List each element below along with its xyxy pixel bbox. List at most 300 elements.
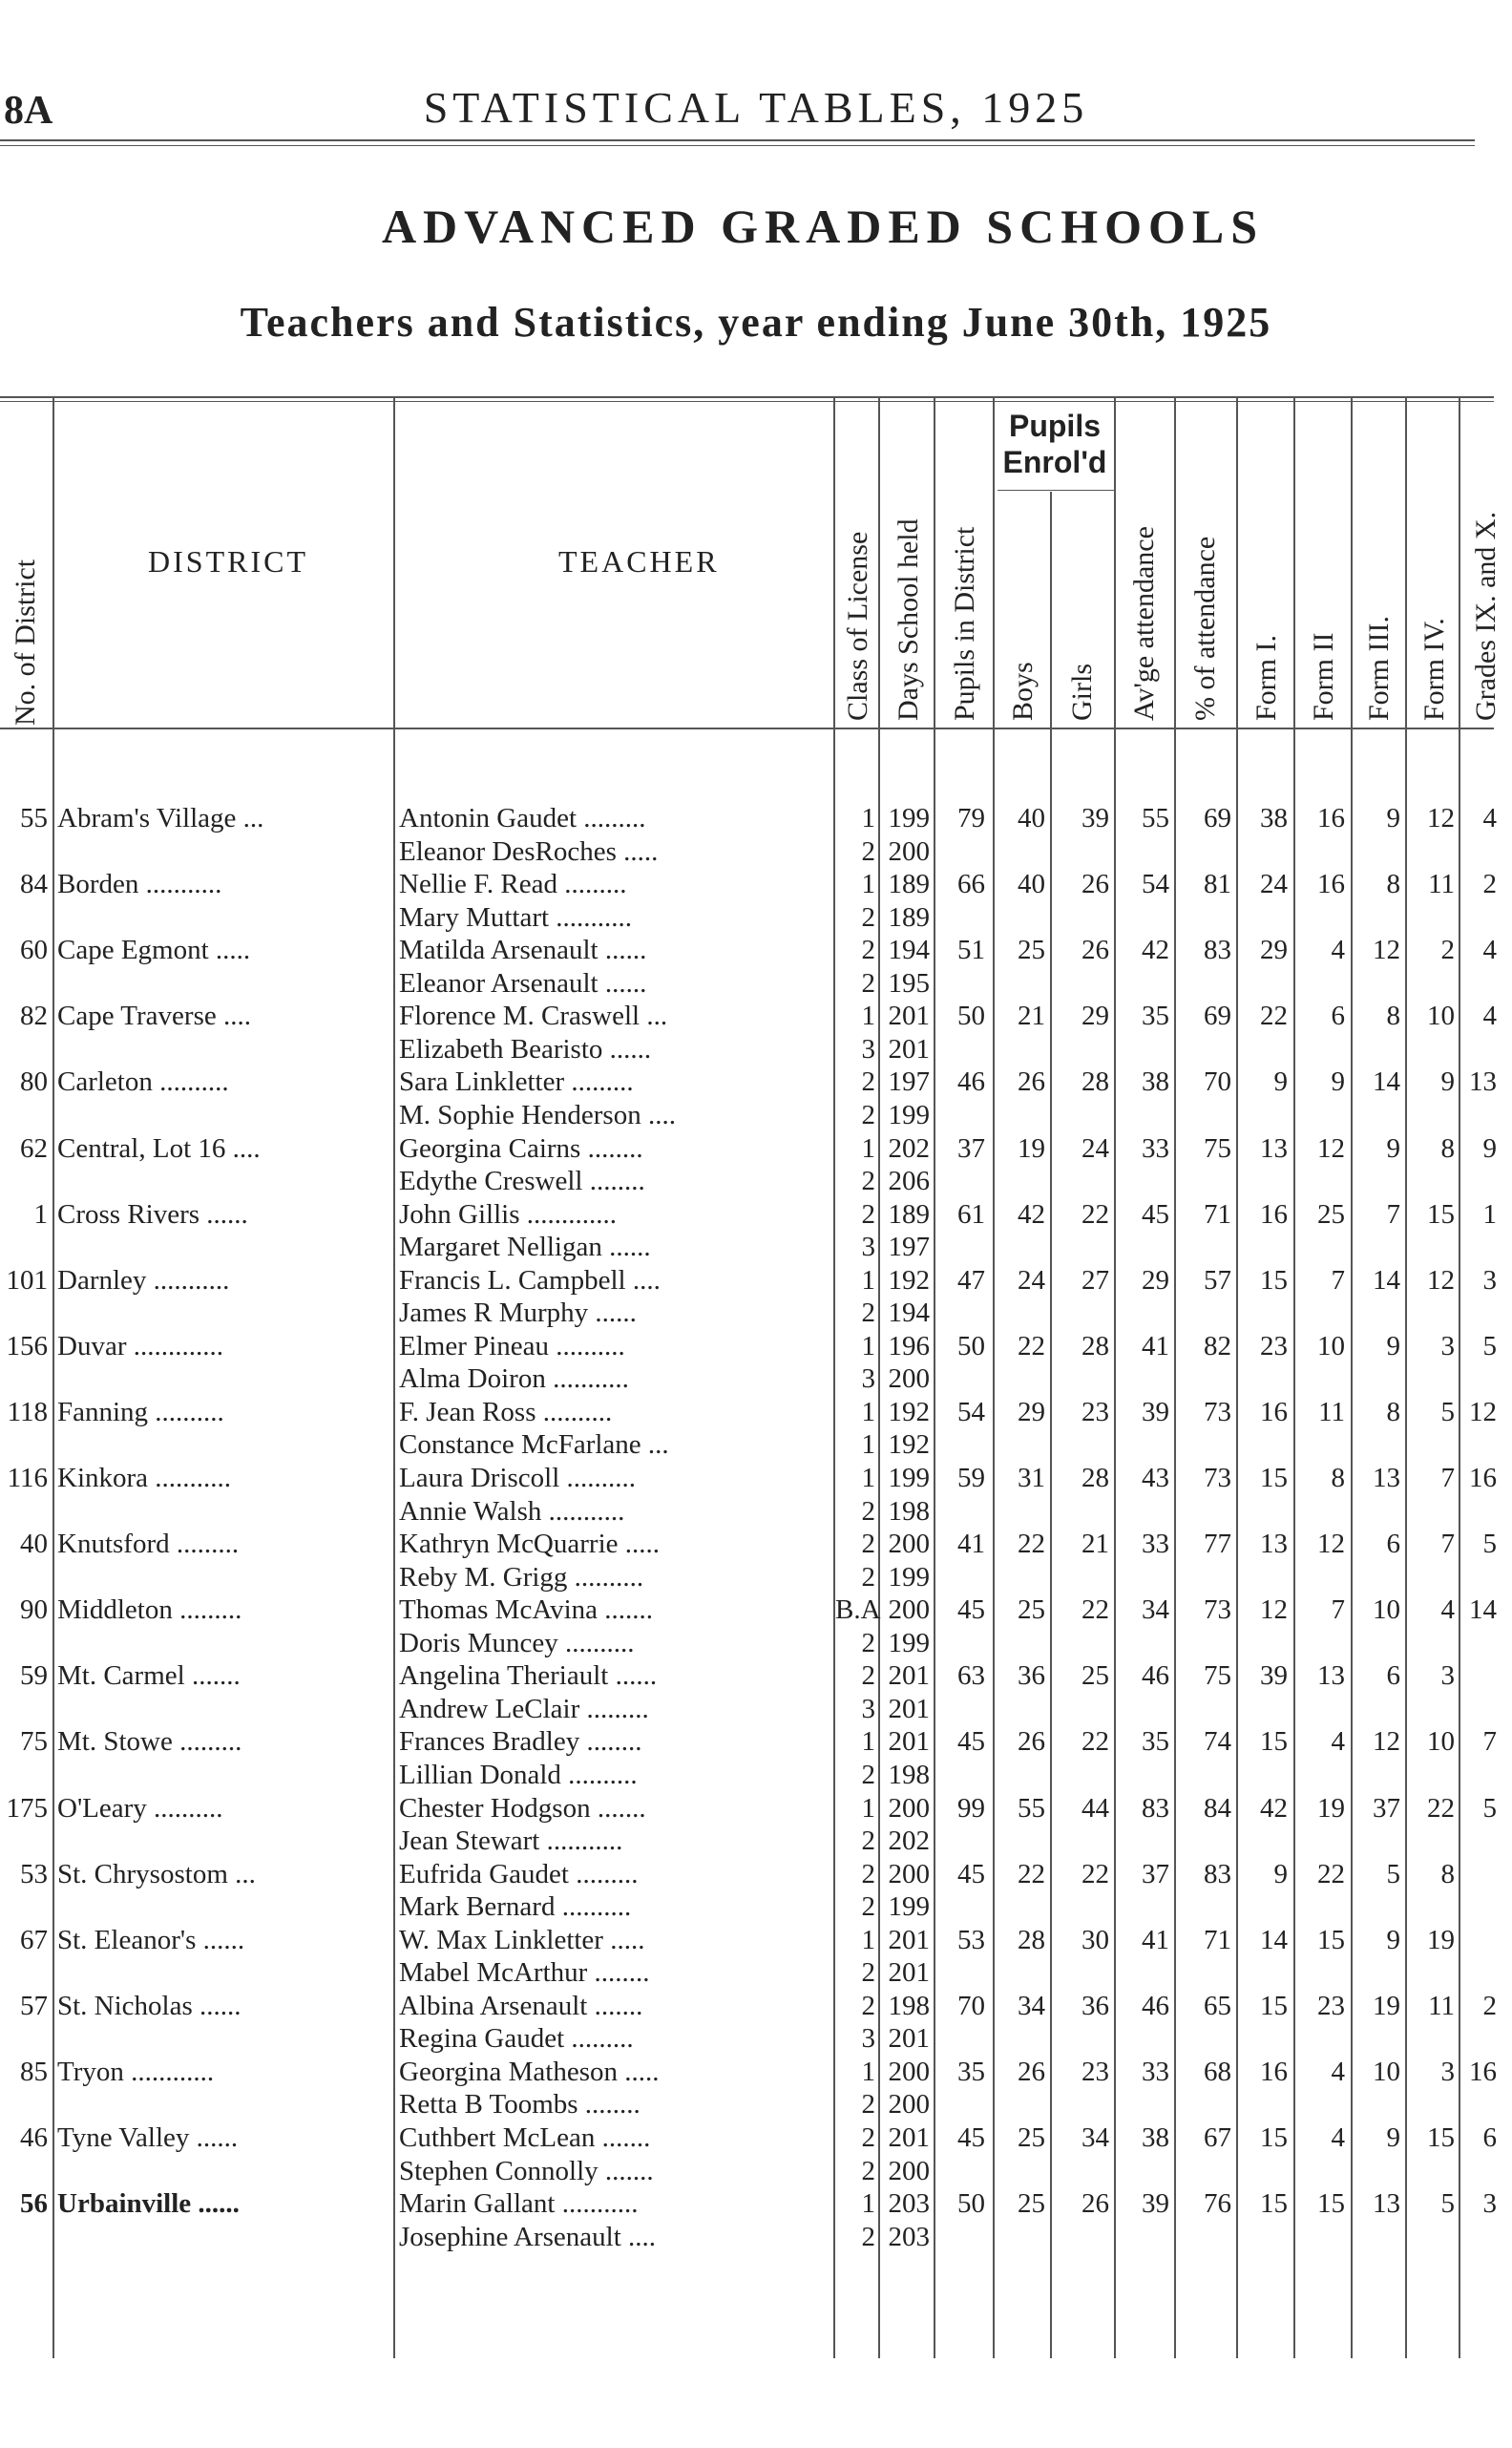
license-class: 1 [861, 1463, 875, 1493]
district-name: Mt. Stowe ......... [57, 1726, 242, 1758]
grades-9-10: 6 [1482, 2122, 1497, 2153]
license-class-2: 3 [861, 1363, 875, 1395]
form-3: 8 [1386, 1001, 1400, 1032]
license-class-2: 2 [861, 1298, 875, 1329]
form-3: 9 [1386, 1330, 1400, 1361]
pupils-in-district: 35 [957, 2056, 985, 2087]
percent-attendance: 70 [1204, 1066, 1231, 1098]
teacher-name-2: M. Sophie Henderson .... [399, 1099, 676, 1130]
grades-9-10: 9 [1482, 1132, 1497, 1164]
days-held: 198 [888, 1990, 930, 2021]
percent-attendance: 82 [1204, 1330, 1231, 1361]
form-1: 9 [1273, 1858, 1288, 1889]
district-name: Darnley ........... [57, 1264, 230, 1296]
percent-attendance: 73 [1204, 1396, 1231, 1427]
pupils-in-district: 41 [957, 1529, 985, 1560]
teacher-name: Angelina Theriault ...... [399, 1660, 658, 1692]
license-class-2: 2 [861, 1495, 875, 1527]
pupils-in-district: 79 [957, 803, 985, 834]
grades-9-10: 4 [1482, 935, 1497, 966]
form-3: 10 [1373, 1594, 1400, 1626]
days-held: 200 [888, 1792, 930, 1824]
teacher-name-2: Lillian Donald .......... [399, 1759, 638, 1790]
girls: 23 [1082, 2056, 1109, 2087]
teacher-name: Eufrida Gaudet ......... [399, 1858, 639, 1889]
teacher-name-2: Doris Muncey .......... [399, 1627, 635, 1658]
days-held: 201 [888, 2122, 930, 2153]
days-held-2: 201 [888, 2023, 930, 2055]
license-class: 1 [861, 1792, 875, 1824]
percent-attendance: 73 [1204, 1594, 1231, 1626]
girls: 26 [1082, 869, 1109, 900]
form-4: 15 [1427, 2122, 1455, 2153]
col-header-district: DISTRICT [148, 544, 308, 579]
grades-9-10: 7 [1482, 1726, 1497, 1758]
form-2: 13 [1317, 1660, 1345, 1692]
form-3: 9 [1386, 1132, 1400, 1164]
col-header-grades: Grades IX. and X. [1470, 511, 1502, 721]
days-held-2: 189 [888, 901, 930, 933]
teacher-name: Nellie F. Read ......... [399, 869, 627, 900]
district-number: 118 [7, 1396, 48, 1427]
form-3: 13 [1373, 2188, 1400, 2220]
days-held-2: 200 [888, 2089, 930, 2121]
pupils-in-district: 61 [957, 1198, 985, 1230]
license-class: 2 [861, 2122, 875, 2153]
license-class-2: 3 [861, 1033, 875, 1065]
average-attendance: 42 [1142, 935, 1169, 966]
form-3: 10 [1373, 2056, 1400, 2087]
pupils-in-district: 66 [957, 869, 985, 900]
form-1: 39 [1260, 1660, 1288, 1692]
form-4: 8 [1440, 1132, 1455, 1164]
teacher-name: Elmer Pineau .......... [399, 1330, 625, 1361]
percent-attendance: 74 [1204, 1726, 1231, 1758]
days-held: 189 [888, 869, 930, 900]
license-class-2: 3 [861, 1693, 875, 1724]
percent-attendance: 83 [1204, 1858, 1231, 1889]
form-4: 22 [1427, 1792, 1455, 1824]
district-number: 1 [33, 1198, 48, 1230]
average-attendance: 55 [1142, 803, 1169, 834]
days-held-2: 200 [888, 1363, 930, 1395]
boys: 28 [1018, 1924, 1045, 1955]
form-4: 11 [1428, 1990, 1455, 2021]
pupils-in-district: 51 [957, 935, 985, 966]
form-2: 25 [1317, 1198, 1345, 1230]
district-name: Tryon ............ [57, 2056, 215, 2087]
col-header-form2: Form II [1308, 632, 1339, 721]
girls: 36 [1082, 1990, 1109, 2021]
form-1: 13 [1260, 1529, 1288, 1560]
license-class-2: 2 [861, 1825, 875, 1856]
days-held: 200 [888, 2056, 930, 2087]
teacher-name-2: Mabel McArthur ........ [399, 1957, 650, 1989]
teacher-name-2: James R Murphy ...... [399, 1298, 637, 1329]
col-header-pupils: Pupils in District [949, 526, 980, 721]
license-class-2: 2 [861, 1759, 875, 1790]
form-1: 9 [1273, 1066, 1288, 1098]
teacher-name: Albina Arsenault ....... [399, 1990, 643, 2021]
license-class-2: 2 [861, 2155, 875, 2186]
district-number: 80 [20, 1066, 48, 1098]
days-held: 189 [888, 1198, 930, 1230]
pupils-in-district: 59 [957, 1463, 985, 1493]
girls: 22 [1082, 1726, 1109, 1758]
district-name: Borden ........... [57, 869, 222, 900]
average-attendance: 35 [1142, 1001, 1169, 1032]
boys: 21 [1018, 1001, 1045, 1032]
pupils-in-district: 46 [957, 1066, 985, 1098]
teacher-name: Thomas McAvina ....... [399, 1594, 654, 1626]
page-title: ADVANCED GRADED SCHOOLS [381, 200, 1265, 253]
days-held-2: 192 [888, 1429, 930, 1461]
days-held: 199 [888, 803, 930, 834]
grades-9-10: 14 [1469, 1594, 1497, 1626]
col-header-enrol-group: Pupils Enrol'd [1002, 409, 1107, 479]
grades-9-10: 13 [1469, 1066, 1497, 1098]
percent-attendance: 73 [1204, 1463, 1231, 1493]
col-header-girls: Girls [1066, 664, 1098, 721]
average-attendance: 38 [1142, 1066, 1169, 1098]
days-held: 196 [888, 1330, 930, 1361]
form-2: 6 [1331, 1001, 1345, 1032]
license-class: 1 [861, 1330, 875, 1361]
form-2: 7 [1331, 1264, 1345, 1296]
teacher-name: Georgina Matheson ..... [399, 2056, 660, 2087]
license-class: 2 [861, 1529, 875, 1560]
license-class: 1 [861, 869, 875, 900]
grades-9-10: 1 [1482, 1198, 1497, 1230]
license-class-2: 2 [861, 835, 875, 867]
license-class: 1 [861, 1726, 875, 1758]
teacher-name: Georgina Cairns ........ [399, 1132, 643, 1164]
days-held-2: 199 [888, 1099, 930, 1130]
district-number: 116 [7, 1463, 48, 1493]
girls: 22 [1082, 1198, 1109, 1230]
form-4: 8 [1440, 1858, 1455, 1889]
form-1: 24 [1260, 869, 1288, 900]
page-header [0, 78, 1512, 136]
form-4: 3 [1440, 1330, 1455, 1361]
teacher-name-2: Eleanor DesRoches ..... [399, 835, 659, 867]
teacher-name-2: Mark Bernard .......... [399, 1891, 632, 1923]
form-2: 11 [1318, 1396, 1345, 1427]
boys: 31 [1018, 1463, 1045, 1493]
days-held: 194 [888, 935, 930, 966]
form-1: 15 [1260, 1463, 1288, 1493]
license-class-2: 2 [861, 2221, 875, 2252]
grades-9-10: 3 [1482, 1264, 1497, 1296]
percent-attendance: 71 [1204, 1924, 1231, 1955]
days-held: 192 [888, 1264, 930, 1296]
teacher-name-2: Annie Walsh ........... [399, 1495, 625, 1527]
pupils-in-district: 45 [957, 1858, 985, 1889]
license-class-2: 3 [861, 1232, 875, 1263]
girls: 30 [1082, 1924, 1109, 1955]
teacher-name-2: Andrew LeClair ......... [399, 1693, 649, 1724]
pupils-in-district: 70 [957, 1990, 985, 2021]
grades-9-10: 5 [1482, 1330, 1497, 1361]
pupils-in-district: 45 [957, 2122, 985, 2153]
header-rule [0, 139, 1475, 141]
form-4: 7 [1440, 1529, 1455, 1560]
days-held: 201 [888, 1924, 930, 1955]
girls: 29 [1082, 1001, 1109, 1032]
percent-attendance: 77 [1204, 1529, 1231, 1560]
pupils-in-district: 50 [957, 1330, 985, 1361]
boys: 26 [1018, 1726, 1045, 1758]
form-2: 9 [1331, 1066, 1345, 1098]
license-class: 1 [861, 2056, 875, 2087]
district-name: Tyne Valley ...... [57, 2122, 239, 2153]
license-class: 2 [861, 1066, 875, 1098]
percent-attendance: 75 [1204, 1660, 1231, 1692]
percent-attendance: 84 [1204, 1792, 1231, 1824]
district-name: Carleton .......... [57, 1066, 229, 1098]
days-held: 200 [888, 1858, 930, 1889]
form-2: 4 [1331, 2122, 1345, 2153]
license-class-2: 2 [861, 1166, 875, 1196]
teacher-name-2: Eleanor Arsenault ...... [399, 967, 647, 999]
girls: 22 [1082, 1594, 1109, 1626]
form-2: 4 [1331, 935, 1345, 966]
teacher-name-2: Alma Doiron ........... [399, 1363, 629, 1395]
col-header-form3: Form III. [1363, 616, 1395, 721]
days-held-2: 203 [888, 2221, 930, 2252]
boys: 19 [1018, 1132, 1045, 1164]
col-header-license: Class of License [842, 531, 873, 721]
form-1: 12 [1260, 1594, 1288, 1626]
days-held: 203 [888, 2188, 930, 2220]
days-held-2: 206 [888, 1166, 930, 1196]
average-attendance: 39 [1142, 2188, 1169, 2220]
days-held-2: 201 [888, 1033, 930, 1065]
teacher-name-2: Josephine Arsenault .... [399, 2221, 657, 2252]
district-number: 53 [20, 1858, 48, 1889]
form-2: 4 [1331, 2056, 1345, 2087]
district-name: Cape Traverse .... [57, 1001, 251, 1032]
form-2: 7 [1331, 1594, 1345, 1626]
form-2: 16 [1317, 869, 1345, 900]
grades-9-10: 4 [1482, 1001, 1497, 1032]
days-held-2: 202 [888, 1825, 930, 1856]
average-attendance: 33 [1142, 2056, 1169, 2087]
district-name: O'Leary .......... [57, 1792, 223, 1824]
boys: 22 [1018, 1529, 1045, 1560]
girls: 27 [1082, 1264, 1109, 1296]
table-top-rule-thin [0, 401, 1494, 402]
district-number: 85 [20, 2056, 48, 2087]
form-3: 9 [1386, 1924, 1400, 1955]
teacher-name: Cuthbert McLean ....... [399, 2122, 651, 2153]
form-2: 16 [1317, 803, 1345, 834]
girls: 21 [1082, 1529, 1109, 1560]
girls: 22 [1082, 1858, 1109, 1889]
form-1: 23 [1260, 1330, 1288, 1361]
license-class: 1 [861, 1264, 875, 1296]
boys: 25 [1018, 2122, 1045, 2153]
form-4: 11 [1428, 869, 1455, 900]
girls: 24 [1082, 1132, 1109, 1164]
form-4: 15 [1427, 1198, 1455, 1230]
form-2: 19 [1317, 1792, 1345, 1824]
girls: 28 [1082, 1330, 1109, 1361]
pupils-in-district: 50 [957, 2188, 985, 2220]
average-attendance: 39 [1142, 1396, 1169, 1427]
header-bottom-rule [0, 728, 1494, 729]
days-held: 200 [888, 1594, 930, 1626]
statistics-table [0, 396, 1512, 2363]
district-name: St. Chrysostom ... [57, 1858, 256, 1889]
form-1: 29 [1260, 935, 1288, 966]
district-number: 75 [20, 1726, 48, 1758]
boys: 26 [1018, 1066, 1045, 1098]
days-held-2: 199 [888, 1891, 930, 1923]
district-number: 90 [20, 1594, 48, 1626]
form-4: 3 [1440, 2056, 1455, 2087]
district-name: Cross Rivers ...... [57, 1198, 248, 1230]
license-class: 2 [861, 1660, 875, 1692]
percent-attendance: 69 [1204, 1001, 1231, 1032]
boys: 55 [1018, 1792, 1045, 1824]
enrol-group-rule [998, 490, 1114, 491]
days-held-2: 197 [888, 1232, 930, 1263]
district-name: Fanning .......... [57, 1396, 224, 1427]
days-held-2: 195 [888, 967, 930, 999]
percent-attendance: 71 [1204, 1198, 1231, 1230]
license-class-2: 2 [861, 901, 875, 933]
license-class: 1 [861, 803, 875, 834]
district-number: 40 [20, 1529, 48, 1560]
days-held-2: 199 [888, 1561, 930, 1593]
days-held-2: 194 [888, 1298, 930, 1329]
average-attendance: 34 [1142, 1594, 1169, 1626]
percent-attendance: 69 [1204, 803, 1231, 834]
days-held: 197 [888, 1066, 930, 1098]
average-attendance: 46 [1142, 1990, 1169, 2021]
license-class: 1 [861, 2188, 875, 2220]
boys: 34 [1018, 1990, 1045, 2021]
form-2: 12 [1317, 1132, 1345, 1164]
form-1: 15 [1260, 1990, 1288, 2021]
form-4: 2 [1440, 935, 1455, 966]
district-name: Knutsford ......... [57, 1529, 240, 1560]
form-1: 15 [1260, 1726, 1288, 1758]
form-3: 7 [1386, 1198, 1400, 1230]
table-top-rule [0, 396, 1494, 398]
form-1: 38 [1260, 803, 1288, 834]
form-4: 5 [1440, 2188, 1455, 2220]
average-attendance: 41 [1142, 1330, 1169, 1361]
boys: 22 [1018, 1330, 1045, 1361]
average-attendance: 37 [1142, 1858, 1169, 1889]
grades-9-10: 3 [1482, 2188, 1497, 2220]
average-attendance: 46 [1142, 1660, 1169, 1692]
form-2: 23 [1317, 1990, 1345, 2021]
boys: 29 [1018, 1396, 1045, 1427]
teacher-name-2: Stephen Connolly ....... [399, 2155, 654, 2186]
percent-attendance: 81 [1204, 869, 1231, 900]
col-header-teacher: TEACHER [558, 544, 720, 579]
girls: 39 [1082, 803, 1109, 834]
teacher-name-2: Elizabeth Bearisto ...... [399, 1033, 652, 1065]
girls: 28 [1082, 1066, 1109, 1098]
form-1: 16 [1260, 1198, 1288, 1230]
col-header-days: Days School held [892, 518, 924, 721]
teacher-name: Florence M. Craswell ... [399, 1001, 668, 1032]
license-class-2: 2 [861, 1891, 875, 1923]
form-2: 22 [1317, 1858, 1345, 1889]
form-1: 15 [1260, 2188, 1288, 2220]
district-name: Cape Egmont ..... [57, 935, 251, 966]
pupils-in-district: 63 [957, 1660, 985, 1692]
form-4: 9 [1440, 1066, 1455, 1098]
boys: 40 [1018, 803, 1045, 834]
district-name: Mt. Carmel ....... [57, 1660, 241, 1692]
form-3: 12 [1373, 1726, 1400, 1758]
pupils-in-district: 54 [957, 1396, 985, 1427]
license-class: 2 [861, 1990, 875, 2021]
form-1: 16 [1260, 1396, 1288, 1427]
days-held: 192 [888, 1396, 930, 1427]
boys: 25 [1018, 935, 1045, 966]
days-held: 201 [888, 1726, 930, 1758]
form-3: 8 [1386, 869, 1400, 900]
district-name: Urbainville ...... [57, 2188, 240, 2220]
grades-9-10: 5 [1482, 1792, 1497, 1824]
percent-attendance: 57 [1204, 1264, 1231, 1296]
grades-9-10: 16 [1469, 2056, 1497, 2087]
girls: 34 [1082, 2122, 1109, 2153]
boys: 40 [1018, 869, 1045, 900]
pupils-in-district: 45 [957, 1594, 985, 1626]
form-3: 9 [1386, 803, 1400, 834]
license-class-2: 2 [861, 1099, 875, 1130]
district-number: 60 [20, 935, 48, 966]
boys: 25 [1018, 1594, 1045, 1626]
pupils-in-district: 37 [957, 1132, 985, 1164]
average-attendance: 29 [1142, 1264, 1169, 1296]
days-held: 202 [888, 1132, 930, 1164]
percent-attendance: 65 [1204, 1990, 1231, 2021]
average-attendance: 38 [1142, 2122, 1169, 2153]
form-2: 10 [1317, 1330, 1345, 1361]
form-1: 16 [1260, 2056, 1288, 2087]
days-held-2: 201 [888, 1693, 930, 1724]
girls: 25 [1082, 1660, 1109, 1692]
license-class: 1 [861, 1396, 875, 1427]
form-1: 13 [1260, 1132, 1288, 1164]
district-number: 156 [6, 1330, 48, 1361]
district-name: Kinkora ........... [57, 1463, 232, 1493]
teacher-name-2: Retta B Toombs ........ [399, 2089, 640, 2121]
license-class: 1 [861, 1001, 875, 1032]
days-held-2: 200 [888, 2155, 930, 2186]
grades-9-10: 4 [1482, 803, 1497, 834]
teacher-name: Sara Linkletter ......... [399, 1066, 634, 1098]
teacher-name: Francis L. Campbell .... [399, 1264, 661, 1296]
form-4: 12 [1427, 1264, 1455, 1296]
days-held-2: 199 [888, 1627, 930, 1658]
license-class: 1 [861, 1132, 875, 1164]
form-1: 22 [1260, 1001, 1288, 1032]
license-class-2: 2 [861, 1957, 875, 1989]
teacher-name: Kathryn McQuarrie ..... [399, 1529, 660, 1560]
form-4: 19 [1427, 1924, 1455, 1955]
grades-9-10: 2 [1482, 869, 1497, 900]
teacher-name: F. Jean Ross .......... [399, 1396, 613, 1427]
